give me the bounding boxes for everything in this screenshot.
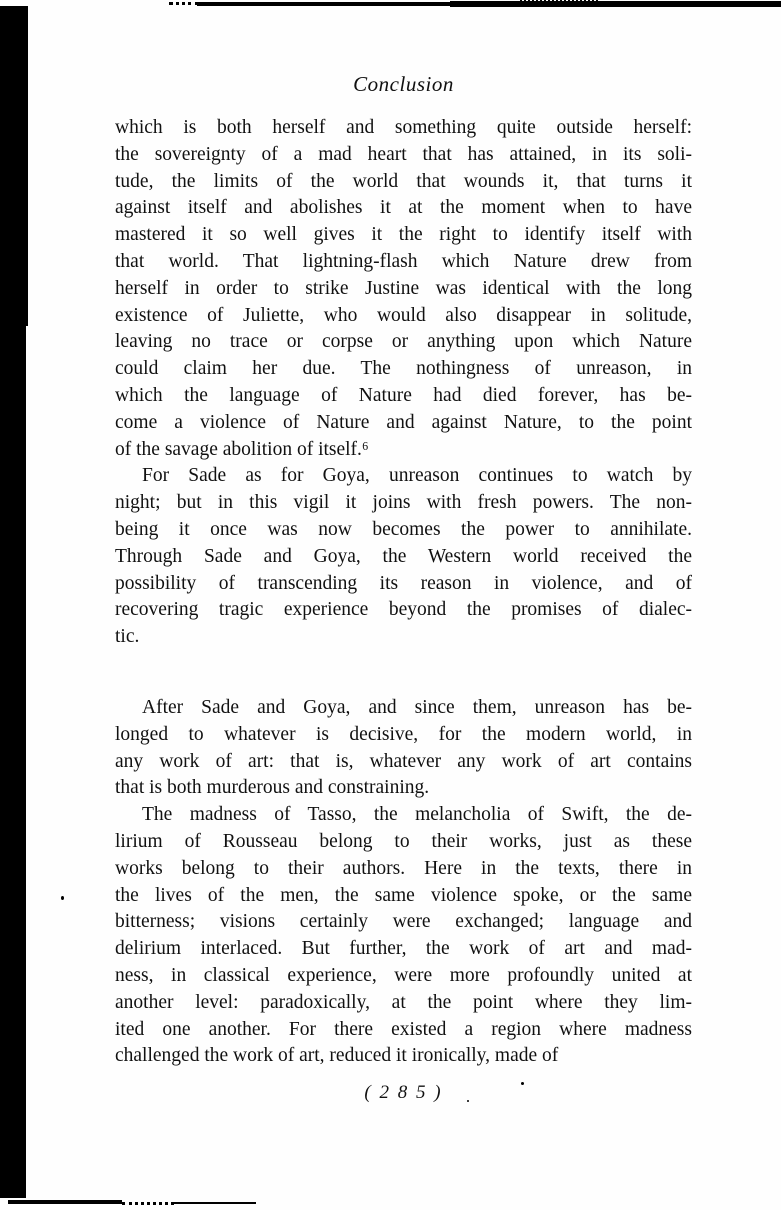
bottom-edge-line (122, 1202, 174, 1205)
text-line: bitterness; visions certainly were exchanged; language and (115, 911, 692, 933)
text-line: of the savage abolition of itself.⁶ (115, 438, 369, 460)
top-edge-line (197, 2, 452, 6)
text-line: tic. (115, 626, 140, 648)
text-line: ited one another. For there existed a region where madness (115, 1018, 692, 1040)
text-line: against itself and abolishes it at the moment when to have (115, 197, 692, 219)
text-line: another level: paradoxically, at the point where they lim- (115, 991, 692, 1013)
top-edge-line (450, 1, 781, 7)
bottom-edge-line (8, 1200, 122, 1204)
top-edge-line (169, 2, 199, 5)
text-line: leaving no trace or corpse or anything upon which Nature (115, 331, 692, 353)
text-line: come a violence of Nature and against Nature, to the point (115, 411, 692, 433)
text-line: ness, in classical experience, were more profoundly united at (115, 964, 692, 986)
section-break (115, 651, 692, 695)
text-line: which the language of Nature had died forever, has be- (115, 384, 692, 406)
top-edge-line (520, 0, 598, 2)
text-line: existence of Juliette, who would also disappear in solitude, (115, 304, 692, 326)
text-line: night; but in this vigil it joins with fresh powers. The non- (115, 492, 692, 514)
page-body (115, 115, 692, 1070)
text-line: possibility of transcending its reason in violence, and of (115, 572, 692, 594)
running-header: Conclusion (353, 72, 454, 96)
text-line: that world. That lightning-flash which Nature drew from (115, 250, 692, 272)
text-line: Through Sade and Goya, the Western world received the (115, 545, 692, 567)
text-line: lirium of Rousseau belong to their works, just as these (115, 830, 692, 852)
text-line: being it once was now becomes the power to annihilate. (115, 518, 692, 540)
text-line: recovering tragic experience beyond the promises of dialec- (115, 599, 692, 621)
text-line: tude, the limits of the world that wounds it, that turns it (115, 170, 692, 192)
text-line: works belong to their authors. Here in the texts, there in (115, 857, 692, 879)
text-line: longed to whatever is decisive, for the modern world, in (115, 723, 692, 745)
page-number: ( 2 8 5 ) (364, 1082, 443, 1103)
text-line: which is both herself and something quite outside herself: (115, 117, 692, 138)
left-edge-scan-bar (0, 6, 26, 1198)
text-line: could claim her due. The nothingness of unreason, in (115, 358, 692, 380)
text-line: challenged the work of art, reduced it ironically, made of (115, 1045, 559, 1067)
text-line: that is both murderous and constraining. (115, 777, 430, 799)
text-line: herself in order to strike Justine was identical with the long (115, 277, 692, 299)
text-line: For Sade as for Goya, unreason continues to watch by (142, 465, 692, 487)
text-line: the lives of the men, the same violence spoke, or the same (115, 884, 692, 906)
text-line: any work of art: that is, whatever any work of art contains (115, 750, 692, 772)
text-line: mastered it so well gives it the right to identify itself with (115, 224, 692, 246)
text-line: The madness of Tasso, the melancholia of Swift, the de- (142, 804, 692, 826)
text-line: After Sade and Goya, and since them, unreason has be- (142, 696, 692, 718)
bottom-edge-line (174, 1202, 256, 1204)
text-line: delirium interlaced. But further, the work of art and mad- (115, 938, 692, 960)
scan-speck (61, 896, 64, 900)
text-line: the sovereignty of a mad heart that has attained, in its soli- (115, 143, 692, 165)
